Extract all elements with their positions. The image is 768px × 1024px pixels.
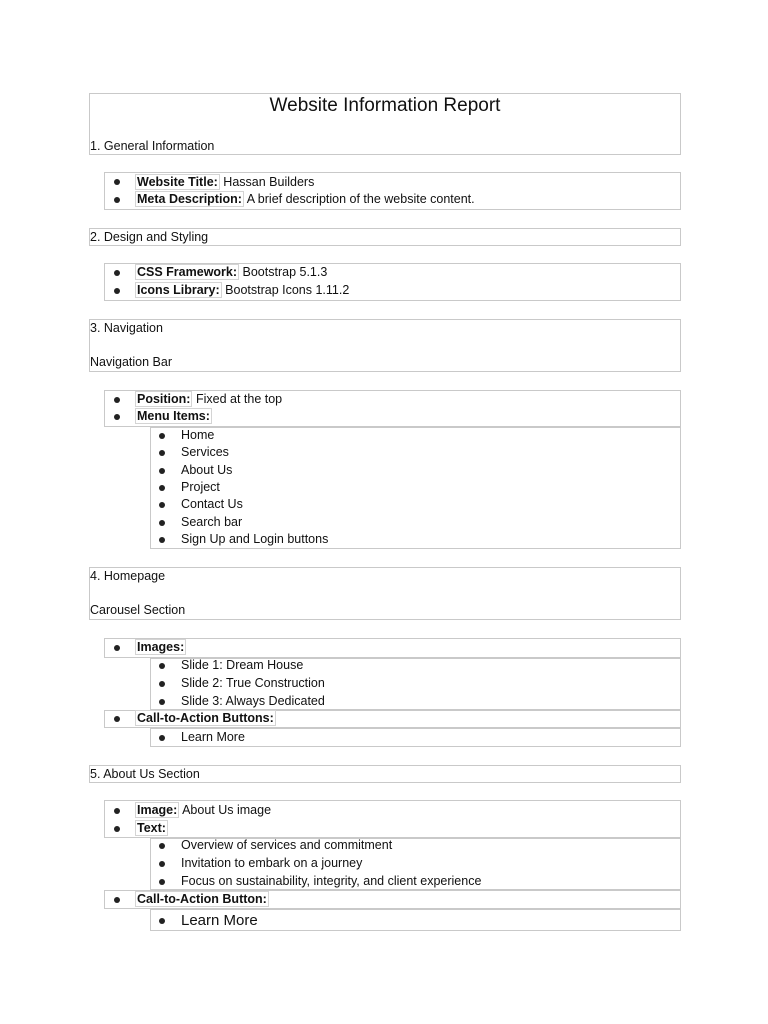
- item-value: Bootstrap Icons 1.11.2: [225, 283, 350, 297]
- menu-item-search-bar: Search bar: [181, 515, 243, 529]
- section-heading-navigation: 3. Navigation: [90, 321, 163, 335]
- bullet: [159, 843, 165, 849]
- bullet: [114, 826, 120, 832]
- item-label: Images:: [137, 640, 185, 654]
- section-heading-homepage: 4. Homepage: [90, 569, 166, 583]
- bullet: [159, 502, 165, 508]
- bullet: [159, 663, 165, 669]
- bullet: [114, 270, 120, 276]
- item-value: Bootstrap 5.1.3: [242, 265, 328, 279]
- menu-item-home: Home: [181, 428, 215, 442]
- bullet: [114, 197, 120, 203]
- carousel-images-row: [104, 638, 681, 658]
- bullet: [114, 397, 120, 403]
- list-item-position: [135, 391, 282, 407]
- bullet: [159, 681, 165, 687]
- item-label: Icons Library:: [137, 283, 220, 297]
- item-label: Position:: [137, 392, 191, 406]
- list-item-image: [135, 802, 271, 818]
- text-item-overview: Overview of services and commitment: [181, 838, 393, 852]
- section-heading-design: 2. Design and Styling: [90, 230, 209, 244]
- bullet: [159, 699, 165, 705]
- bullet: [159, 433, 165, 439]
- item-value: About Us image: [182, 803, 272, 817]
- list-item-website-title: [135, 174, 314, 190]
- list-item-images: [135, 639, 186, 655]
- slide-1: Slide 1: Dream House: [181, 658, 304, 672]
- text-item-invitation: Invitation to embark on a journey: [181, 856, 363, 870]
- list-item-meta-description: [135, 191, 475, 207]
- item-label: Menu Items:: [137, 409, 210, 423]
- text-item-focus: Focus on sustainability, integrity, and client experience: [181, 874, 482, 888]
- subheading-carousel: Carousel Section: [90, 603, 186, 617]
- bullet: [159, 879, 165, 885]
- list-item-css-framework: [135, 264, 327, 280]
- bullet: [114, 414, 120, 420]
- section-heading-about: 5. About Us Section: [90, 767, 200, 781]
- bullet: [114, 897, 120, 903]
- document-title: Website Information Report: [269, 95, 501, 116]
- item-value: Fixed at the top: [195, 392, 283, 406]
- bullet: [114, 179, 120, 185]
- slide-2: Slide 2: True Construction: [181, 676, 325, 690]
- list-item-cta-button: [135, 891, 269, 907]
- menu-item-signup-login: Sign Up and Login buttons: [181, 532, 329, 546]
- item-label: CSS Framework:: [137, 265, 238, 279]
- bullet: [159, 450, 165, 456]
- list-item-icons-library: [135, 282, 349, 298]
- item-label: Text:: [137, 821, 166, 835]
- subheading-navigation-bar: Navigation Bar: [90, 355, 172, 369]
- menu-item-contact-us: Contact Us: [181, 497, 243, 511]
- item-value: A brief description of the website content.: [246, 192, 475, 206]
- cta-learn-more: Learn More: [181, 730, 245, 744]
- list-item-cta-buttons: [135, 710, 276, 726]
- bullet: [159, 918, 165, 924]
- item-value: Hassan Builders: [223, 175, 315, 189]
- item-label: Call-to-Action Buttons:: [137, 711, 274, 725]
- navigation-heading-block: [89, 319, 681, 372]
- list-item-menu-items: [135, 408, 212, 424]
- bullet: [159, 520, 165, 526]
- list-item-text: [135, 820, 168, 836]
- bullet: [159, 468, 165, 474]
- bullet: [159, 735, 165, 741]
- menu-item-about-us: About Us: [181, 463, 233, 477]
- item-label: Meta Description:: [137, 192, 242, 206]
- cta-button-learn-more: Learn More: [181, 912, 258, 929]
- bullet: [114, 808, 120, 814]
- bullet: [114, 716, 120, 722]
- bullet: [159, 861, 165, 867]
- menu-item-services: Services: [181, 445, 229, 459]
- item-label: Website Title:: [137, 175, 218, 189]
- slide-3: Slide 3: Always Dedicated: [181, 694, 325, 708]
- item-label: Call-to-Action Button:: [137, 892, 267, 906]
- section-heading-general: 1. General Information: [90, 139, 215, 153]
- bullet: [159, 485, 165, 491]
- bullet: [114, 288, 120, 294]
- item-label: Image:: [137, 803, 178, 817]
- bullet: [114, 645, 120, 651]
- menu-item-project: Project: [181, 480, 220, 494]
- bullet: [159, 537, 165, 543]
